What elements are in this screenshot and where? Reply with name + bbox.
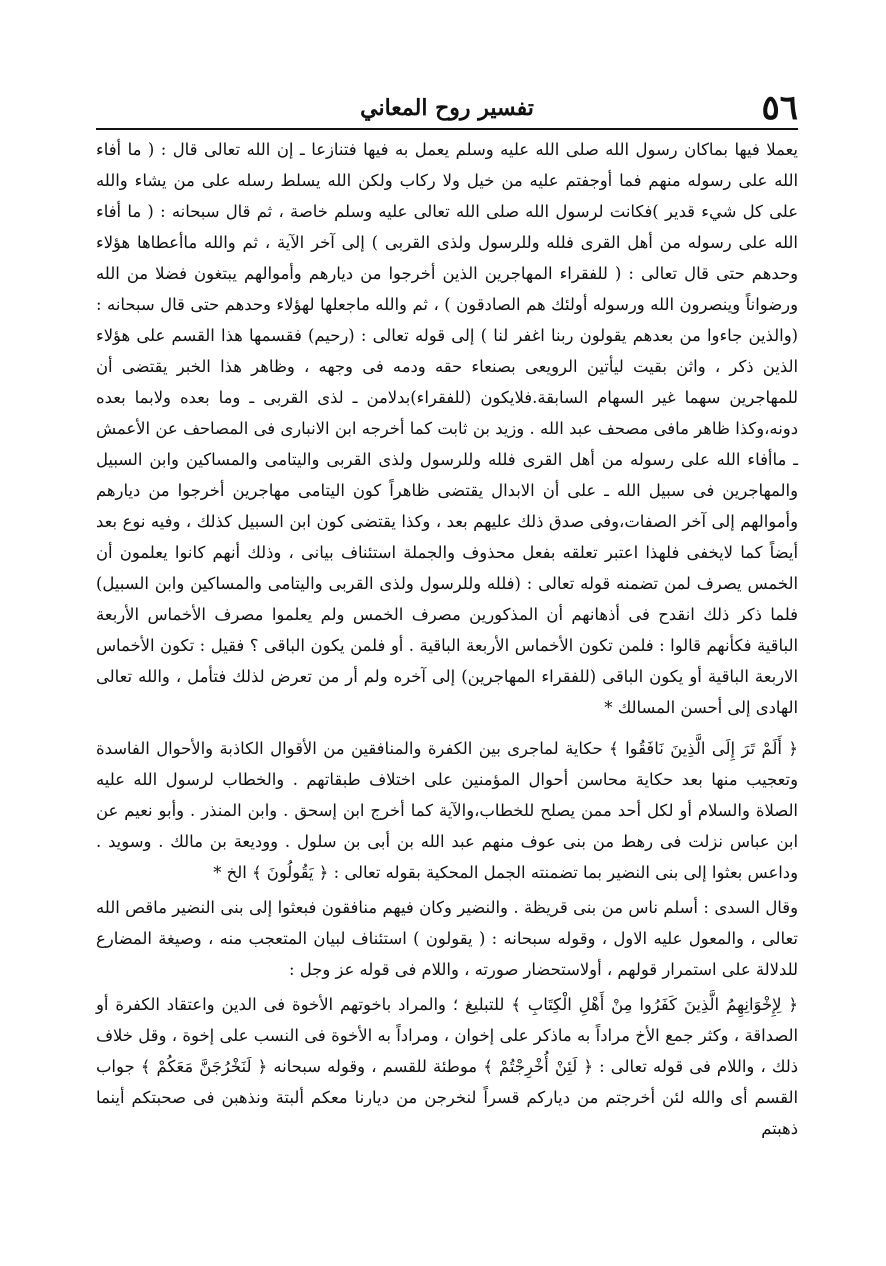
page-body (96, 134, 798, 1148)
page-header (96, 88, 798, 130)
paragraph: وقال السدى : أسلم ناس من بنى قريظة . والنضير وكان فيهم منافقون فبعثوا إلى بنى النضير ماقص الله تعالى ، والمعول عليه الاول ، وقوله سبحانه : ( يقولون ) استئناف لبيان المتعجب منه ، وصيغة المضارع للدلالة على استمرار قولهم ، أولاستحضار صورته ، واللام فى قوله عز وجل : (96, 898, 798, 979)
page-number: ٥٦ (761, 88, 798, 128)
paragraph: ﴿ لِإِخْوَانِهِمُ الَّذِينَ كَفَرُوا مِنْ أَهْلِ الْكِتَابِ ﴾ للتبليغ ؛ والمراد باخوتهم الأخوة فى الدين واعتقاد الكفرة أو الصداقة ، وكثر جمع الأخ مراداً به ماذكر على إخوان ، ومراداً به الأخوة فى النسب على إخوة ، وقل خلاف ذلك ، واللام فى قوله تعالى : ﴿ لَئِنْ أُخْرِجْتُمْ ﴾ موطئة للقسم ، وقوله سبحانه ﴿ لَنَخْرُجَنَّ مَعَكُمْ ﴾ جواب القسم أى والله لئن أخرجتم من دياركم قسراً لنخرجن من ديارنا معكم ألبتة ونذهبن فى صحبتكم أينما ذهبتم (96, 995, 798, 1138)
running-title: تفسير روح المعاني (360, 95, 534, 121)
paragraph: ﴿ أَلَمْ تَرَ إِلَى الَّذِينَ نَافَقُوا ﴾ حكاية لماجرى بين الكفرة والمنافقين من الأقوال الكاذبة والأحوال الفاسدة وتعجيب منها بعد حكاية محاسن أحوال المؤمنين على اختلاف طبقاتهم . والخطاب لرسول الله عليه الصلاة والسلام أو لكل أحد ممن يصلح للخطاب،والآية كما أخرج ابن إسحق . وابن المنذر . وأبو نعيم عن ابن عباس نزلت فى رهط من بنى عوف منهم عبد الله بن أبى بن سلول . ووديعة بن مالك . وسويد . وداعس بعثوا إلى بنى النضير بما تضمنته الجمل المحكية بقوله تعالى : ﴿ يَقُولُونَ ﴾ الخ * (96, 739, 798, 882)
paragraph: يعملا فيها بماكان رسول الله صلى الله عليه وسلم يعمل به فيها فتنازعا ـ إن الله تعالى قال : ( ما أفاء الله على رسوله منهم فما أوجفتم عليه من خيل ولا ركاب ولكن الله يسلط رسله على من يشاء والله على كل شيء قدير )فكانت لرسول الله صلى الله تعالى عليه وسلم خاصة ، ثم قال سبحانه : ( ما أفاء الله على رسوله من أهل القرى فلله وللرسول ولذى القربى ) إلى آخر الآية ، ثم والله ماأعطاها هؤلاء وحدهم حتى قال تعالى : ( للفقراء المهاجرين الذين أخرجوا من ديارهم وأموالهم يبتغون فضلا من الله ورضواناً وينصرون الله ورسوله أولئك هم الصادقون ) ، ثم والله ماجعلها لهؤلاء وحدهم حتى قال سبحانه : (والذين جاءوا من بعدهم يقولون ربنا اغفر لنا ) إلى قوله تعالى : (رحيم) فقسمها هذا القسم على هؤلاء الذين ذكر ، واثن بقيت ليأتين الرويعى بصنعاء حقه ودمه فى وجهه ، وظاهر هذا الخبر يقتضى أن للمهاجرين سهما غير السهام السابقة.فلايكون (للفقراء)بدلامن ـ لذى القربى ـ وما بعده ولابما بعده دونه،وكذا ظاهر مافى مصحف عبد الله . وزيد بن ثابت كما أخرجه ابن الانبارى فى المصاحف عن الأعمش ـ ماأفاء الله على رسوله من أهل القرى فلله وللرسول ولذى القربى واليتامى والمساكين وابن السبيل والمهاجرين فى سبيل الله ـ على أن الابدال يقتضى ظاهراً كون اليتامى مهاجرين أخرجوا من ديارهم وأموالهم إلى آخر الصفات،وفى صدق ذلك عليهم بعد ، وكذا يقتضى كون ابن السبيل كذلك ، وفيه نوع بعد أيضاً كما لايخفى فلهذا اعتبر تعلقه بفعل محذوف والجملة استئناف بيانى ، وذلك أنهم كانوا يعلمون أن الخمس يصرف لمن تضمنه قوله تعالى : (فلله وللرسول ولذى القربى واليتامى والمساكين وابن السبيل) فلما ذكر ذلك انقدح فى أذهانهم أن المذكورين مصرف الخمس ولم يعلموا مصرف الأخماس الأربعة الباقية فكأنهم قالوا : فلمن تكون الأخماس الأربعة الباقية . أو فلمن يكون الباقى ؟ فقيل : تكون الأخماس الاربعة الباقية أو يكون الباقى (للفقراء المهاجرين) إلى آخره ولم أر من تعرض لذلك فتأمل ، والله تعالى الهادى إلى أحسن المسالك * (96, 140, 798, 717)
